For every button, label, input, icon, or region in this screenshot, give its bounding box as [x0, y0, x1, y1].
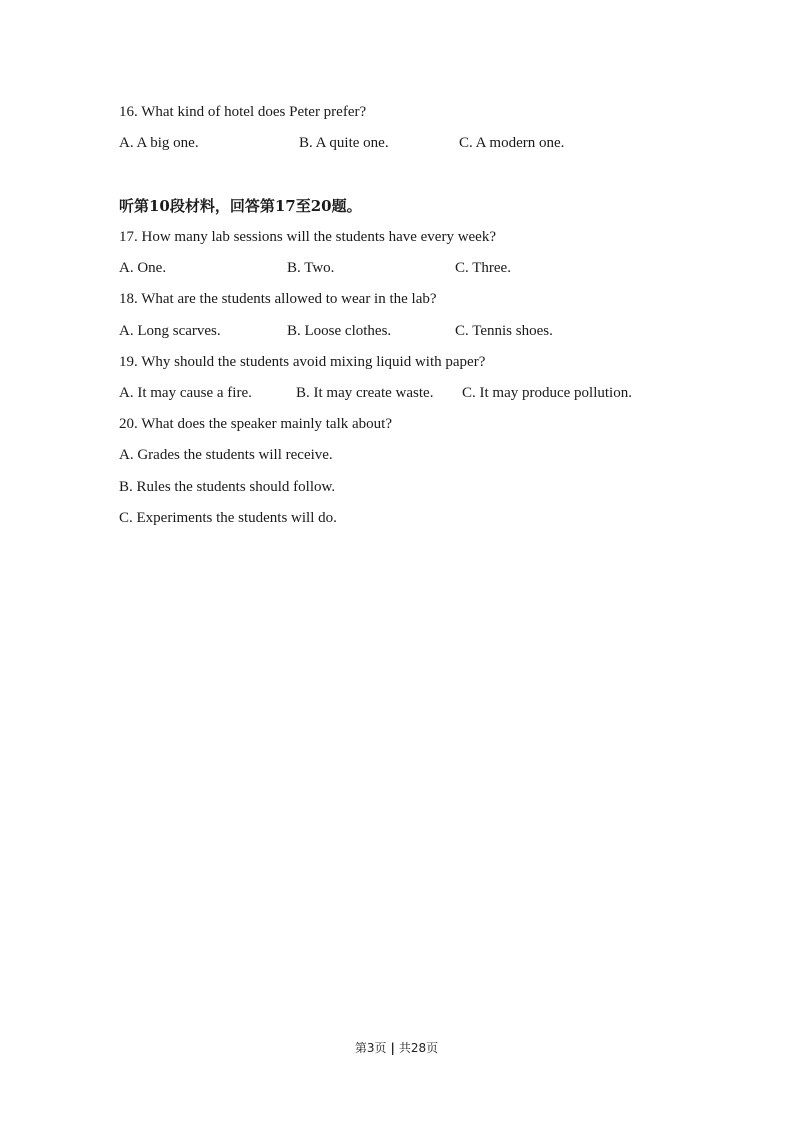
footer-total-pages: 共28页: [398, 1041, 439, 1055]
page-footer: [0, 1040, 793, 1056]
q19-option-c: C. It may produce pollution.: [462, 385, 632, 401]
q17-option-c: C. Three.: [455, 260, 511, 276]
question-16: 16. What kind of hotel does Peter prefer?: [119, 104, 367, 120]
question-20: 20. What does the speaker mainly talk about?: [119, 416, 392, 432]
q16-option-c: C. A modern one.: [459, 135, 565, 151]
footer-separator: |: [390, 1041, 395, 1055]
q20-option-c: C. Experiments the students will do.: [119, 510, 337, 526]
q18-option-b: B. Loose clothes.: [287, 323, 392, 339]
section-heading: 听第10段材料，回答第17至20题。: [119, 197, 362, 215]
q17-option-b: B. Two.: [287, 260, 335, 276]
q17-option-a: A. One.: [119, 260, 167, 276]
q16-option-a: A. A big one.: [119, 135, 199, 151]
q19-option-a: A. It may cause a fire.: [119, 385, 252, 401]
q20-option-a: A. Grades the students will receive.: [119, 447, 333, 463]
question-19: 19. Why should the students avoid mixing liquid with paper?: [119, 354, 486, 370]
q20-option-b: B. Rules the students should follow.: [119, 479, 336, 495]
footer-current-page: 第3页: [354, 1041, 387, 1055]
question-17: 17. How many lab sessions will the students have every week?: [119, 229, 496, 245]
q18-option-c: C. Tennis shoes.: [455, 323, 553, 339]
q16-option-b: B. A quite one.: [299, 135, 389, 151]
q19-option-b: B. It may create waste.: [296, 385, 434, 401]
q18-option-a: A. Long scarves.: [119, 323, 221, 339]
question-18: 18. What are the students allowed to wear in the lab?: [119, 291, 437, 307]
